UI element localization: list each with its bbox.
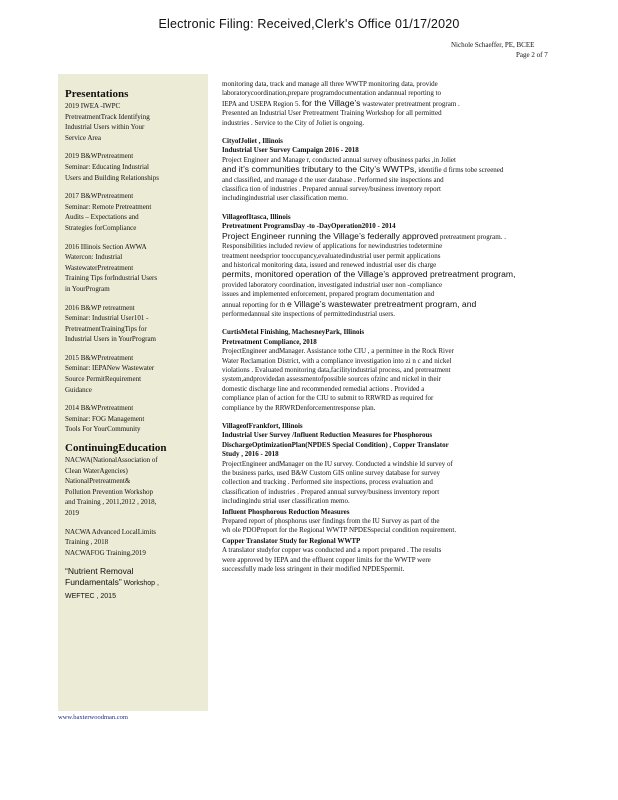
presentation-item: 2017 B&WPretreatment Seminar: Remote Pretreatment Audits – Expectations and Strategies forCompliance bbox=[65, 192, 152, 232]
presentation-item: 2019 IWEA -IWPC PretreatmentTrack Identifying Industrial Users within Your Service Area bbox=[65, 102, 150, 142]
text-run: monitoring data, track and manage all three WWTP monitoring data, provide laboratorycoordination,prepare programdocumentation andannual reporting to IEPA and USEPA Region 5. bbox=[222, 80, 442, 108]
text-run: identifie d firms tobe screened and classified, and manage d the user database . Performed site inspections and classifica tion of industries . Prepared annual survey/business inventory report includingindustrial user classification memo. bbox=[222, 166, 504, 203]
presentations-heading: Presentations bbox=[65, 88, 129, 100]
text-run: Prepared report of phosphorus user findings from the IU Survey as part of the wh ole PDOPreport for the Regional WWTP NPDESspecial condition requirement. bbox=[222, 517, 457, 535]
project-title: Copper Translator Study for Regional WWTP bbox=[222, 536, 361, 545]
project-description bbox=[222, 347, 575, 413]
text-run: wastewater pretreatment program . Presented an Industrial User Pretreatment Training Workshop for all permitted industries . Service to the City of Joliet is ongoing. bbox=[222, 99, 460, 127]
project-section bbox=[222, 213, 575, 319]
workshop-title: “Nutrient Removal Fundamentals” bbox=[65, 566, 134, 588]
text-run: ProjectEngineer andManager on the IU survey. Conducted a windshie ld survey of the business parks, used B&W Custom GIS online survey database for survey collection and tracking . Performed site inspections, process evaluation and classification of industries . Prepared annual survey/business inventory report includingindu strial user classification memo. bbox=[222, 459, 453, 506]
project-title: CityofJoliet , Illinois Industrial User Survey Campaign 2016 - 2018 bbox=[222, 137, 359, 155]
emphasis-run: e Village’s wastewater pretreatment program, and bbox=[286, 298, 477, 309]
text-run: A translator studyfor copper was conducted and a report prepared . The results were approved by IEPA and the effluent copper limits for the WWTP were successfully made less stringent in their modified NPDESpermit. bbox=[222, 546, 442, 574]
presentation-item: 2016 B&WP retreatment Seminar: Industrial User101 - PretreatmentTrainingTips for Industrial Users in YourProgram bbox=[65, 303, 156, 344]
author-name: Nichole Schaeffer, PE, BCEE bbox=[451, 41, 535, 49]
project-description bbox=[222, 156, 575, 204]
presentation-item: 2014 B&WPretreatment Seminar: FOG Management Tools For YourCommunity bbox=[65, 404, 145, 434]
project-title: VillageofFrankfort, Illinois Industrial User Survey /Influent Reduction Measures for Phosphorous DischargeOptimizationPlan(NPDES Special Condition) , Copper Translator Study , 2016 - 2018 bbox=[222, 422, 449, 459]
presentation-item: 2016 Illinois Section AWWA Watercon: Industrial WastewaterPretreatment Training Tips forIndustrial Users in YourProgram bbox=[65, 242, 158, 293]
project-experience bbox=[222, 80, 575, 575]
project-description bbox=[222, 517, 575, 536]
emphasis-run: permits, monitored operation of the Village’s approved pretreatment program, bbox=[222, 269, 516, 280]
text-run: provided laboratory coordination, investigated industrial user non -compliance issues and implemented enforcement, prepared program documentation and annual reporting for th bbox=[222, 280, 443, 309]
project-section bbox=[222, 537, 575, 575]
page-number: Page 2 of 7 bbox=[516, 51, 548, 59]
intro-paragraph bbox=[222, 80, 575, 128]
project-section bbox=[222, 508, 575, 536]
project-description bbox=[222, 546, 575, 574]
workshop-detail: Workshop , WEFTEC , 2015 bbox=[65, 580, 159, 600]
project-sections bbox=[222, 137, 575, 574]
project-section bbox=[222, 422, 575, 507]
project-title: CurtisMetal Finishing, MachesneyPark, Illinois Pretreatment Compliance, 2018 bbox=[222, 328, 365, 346]
education-item: NACWA Advanced LocalLimits Training , 2018 NACWAFOG Training,2019 bbox=[65, 527, 156, 557]
emphasis-run: for the Village’s bbox=[302, 97, 361, 108]
continuing-education-list bbox=[65, 455, 202, 558]
emphasis-run: and it’s communities tributary to the City’s WWTPs, bbox=[222, 164, 417, 175]
emphasis-run: Project Engineer running the Village’s federally approved bbox=[222, 230, 439, 241]
project-title: VillageofItasca, Illinois Pretreatment ProgramsDay -to -DayOperation2010 - 2014 bbox=[222, 212, 396, 231]
sidebar bbox=[58, 74, 208, 711]
project-section bbox=[222, 328, 575, 413]
text-run: performedannual site inspections of permittedindustrial users. bbox=[222, 309, 396, 318]
presentations-list bbox=[65, 101, 202, 435]
filing-header: Electronic Filing: Received,Clerk's Office 01/17/2020 bbox=[158, 17, 460, 31]
continuing-education-heading: ContinuingEducation bbox=[65, 442, 167, 455]
project-description bbox=[222, 460, 575, 507]
project-title: Influent Phosphorous Reduction Measures bbox=[222, 507, 350, 516]
education-item: NACWA(NationalAssociation of Clean WaterAgencies) NationalPretreatment& Pollution Prevention Workshop and Training , 2011,2012 , 2018, 2019 bbox=[65, 456, 158, 517]
project-description bbox=[222, 232, 575, 320]
text-run: Project Engineer and Manage r, conducted annual survey ofbusiness parks ,in Joliet bbox=[222, 155, 456, 164]
text-run: ProjectEngineer andManager. Assistance tothe CIU , a permittee in the Rock River Water Reclamation District, with a compliance investigation into zi n c and nickel violations . Evaluated monitoring data,facilityindustrial process, and pretreatment system,andprovidedan assessmentofpossible sources ofzinc and nickel in their domestic discharge line and recommended remedial actions . Provided a compliance plan of action for the CIU to submit to RRWRD as required for compliance by the RRWRDenforcementresponse plan. bbox=[222, 347, 454, 412]
company-url[interactable]: www.baxterwoodman.com bbox=[58, 714, 128, 721]
text-run: pretreatment program. . Responsibilities included review of applications for newindustries todetermine treatment needsprior tooccupancy,evaluatedindustrial user permit applications and historical monitoring data, issued and renewed industrial user dis charge bbox=[222, 232, 506, 269]
presentation-item: 2015 B&WPretreatment Seminar: IEPANew Wastewater Source PermitRequirement Guidance bbox=[65, 353, 155, 394]
project-section bbox=[222, 137, 575, 204]
nutrient-removal-workshop bbox=[65, 566, 202, 602]
presentation-item: 2019 B&WPretreatment Seminar: Educating Industrial Users and Building Relationships bbox=[65, 152, 159, 182]
